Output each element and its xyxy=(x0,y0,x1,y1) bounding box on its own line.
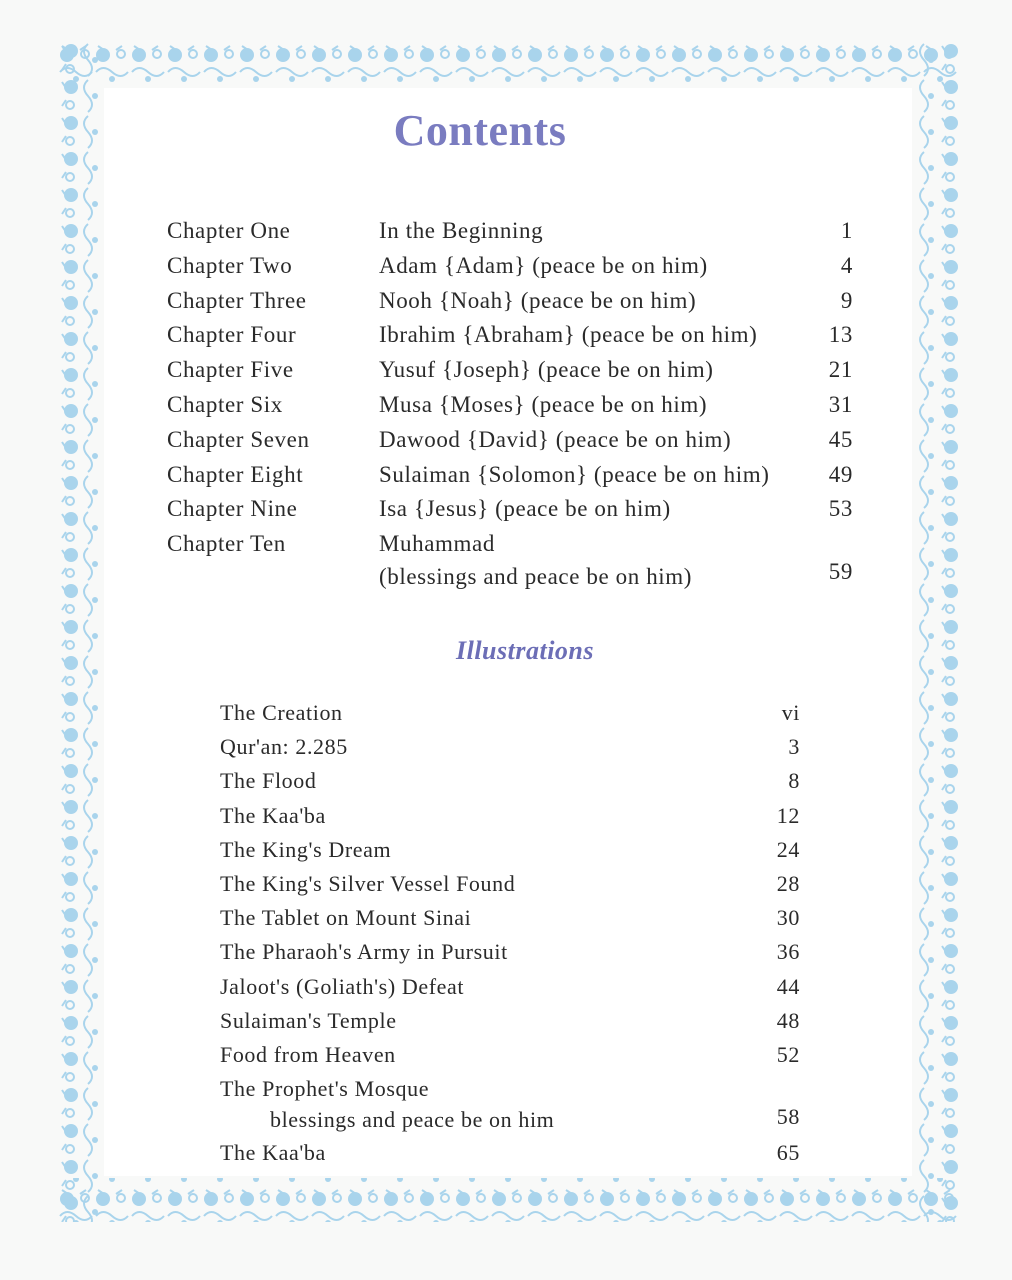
chapter-label: Chapter Seven xyxy=(167,426,310,452)
chapter-page-number: 59 xyxy=(828,559,853,585)
illustration-page-number: 36 xyxy=(776,939,800,965)
illustration-page-number: 48 xyxy=(776,1007,800,1033)
illustration-label xyxy=(220,1004,397,1038)
chapter-row xyxy=(167,353,857,388)
illustration-page-number: 24 xyxy=(776,836,800,862)
chapter-title xyxy=(379,388,707,423)
illustration-page-number: 28 xyxy=(776,870,800,896)
illustration-page-number: 12 xyxy=(776,802,800,828)
illustration-page-number: 44 xyxy=(776,973,800,999)
illustration-label-line: The Pharaoh's Army in Pursuit xyxy=(220,939,508,965)
illustration-label-line: The Kaa'ba xyxy=(220,802,326,828)
illustration-label xyxy=(220,1072,554,1134)
illustration-page-number: 8 xyxy=(788,768,800,794)
chapter-page-number: 53 xyxy=(828,496,853,522)
illustration-row xyxy=(220,935,800,969)
chapter-label: Chapter Two xyxy=(167,252,293,278)
chapter-title-line: Dawood {David} (peace be on him) xyxy=(379,426,732,452)
chapter-row xyxy=(167,423,857,458)
chapter-title xyxy=(379,492,671,527)
illustration-label-line: Qur'an: 2.285 xyxy=(220,734,348,760)
chapter-row xyxy=(167,249,857,284)
chapter-row xyxy=(167,388,857,423)
chapter-title-line: Musa {Moses} (peace be on him) xyxy=(379,391,708,417)
chapter-page-number: 49 xyxy=(828,461,853,487)
chapter-label: Chapter Six xyxy=(167,391,283,417)
illustration-label-line: The Prophet's Mosque xyxy=(220,1076,430,1102)
chapter-label: Chapter Four xyxy=(167,322,297,348)
illustration-label xyxy=(220,764,316,798)
chapter-title-line: Nooh {Noah} (peace be on him) xyxy=(379,287,697,313)
illustration-label xyxy=(220,696,343,730)
chapter-page-number: 13 xyxy=(828,322,853,348)
illustration-label xyxy=(220,935,508,969)
chapter-row xyxy=(167,492,857,527)
illustration-row xyxy=(220,1136,800,1170)
chapter-row xyxy=(167,284,857,319)
illustration-label-line: Sulaiman's Temple xyxy=(220,1007,397,1033)
chapter-page-number: 4 xyxy=(840,252,853,278)
chapter-title-line: Ibrahim {Abraham} (peace be on him) xyxy=(379,322,758,348)
illustration-page-number: vi xyxy=(781,700,800,725)
illustrations-heading: Illustrations xyxy=(455,636,594,665)
illustration-page-number: 65 xyxy=(776,1140,800,1166)
chapter-title-line: Muhammad xyxy=(379,531,495,557)
chapter-page-number: 9 xyxy=(840,287,853,313)
chapter-title xyxy=(379,458,770,493)
chapter-row xyxy=(167,318,857,353)
chapter-title xyxy=(379,353,713,388)
chapter-title-line: (blessings and peace be on him) xyxy=(379,563,693,589)
chapter-title xyxy=(379,214,543,249)
illustration-row xyxy=(220,730,800,764)
illustration-page-number: 3 xyxy=(788,734,800,760)
illustration-row xyxy=(220,1004,800,1038)
chapter-title-line: Sulaiman {Solomon} (peace be on him) xyxy=(379,461,770,487)
chapter-label: Chapter Nine xyxy=(167,496,298,522)
illustration-row xyxy=(220,1038,800,1072)
chapter-page-number: 1 xyxy=(840,218,853,243)
chapter-page-number: 45 xyxy=(828,426,853,452)
illustration-page-number: 52 xyxy=(776,1041,800,1067)
chapter-row xyxy=(167,458,857,493)
illustration-label-line: The Creation xyxy=(220,700,343,725)
illustration-row xyxy=(220,799,800,833)
chapter-label: Chapter Eight xyxy=(167,461,304,487)
illustration-label-line: The Tablet on Mount Sinai xyxy=(220,905,472,931)
illustration-label-line: Jaloot's (Goliath's) Defeat xyxy=(220,973,465,999)
chapter-title xyxy=(379,423,731,458)
illustration-label-line: The King's Dream xyxy=(220,836,392,862)
chapter-title xyxy=(379,249,708,284)
chapter-row xyxy=(167,527,857,591)
chapter-label: Chapter One xyxy=(167,218,291,243)
chapter-list xyxy=(167,214,857,591)
illustration-label xyxy=(220,1038,396,1072)
illustration-row xyxy=(220,696,800,730)
chapter-title xyxy=(379,318,757,353)
chapter-page-number: 31 xyxy=(828,391,853,417)
chapter-label: Chapter Three xyxy=(167,287,307,313)
chapter-title xyxy=(379,527,692,592)
illustration-row xyxy=(220,901,800,935)
page-title: Contents xyxy=(393,106,567,155)
illustration-label xyxy=(220,1136,326,1170)
illustration-label xyxy=(220,970,464,1004)
illustration-list xyxy=(220,696,800,1170)
chapter-row xyxy=(167,214,857,249)
chapter-title-line: Isa {Jesus} (peace be on him) xyxy=(379,496,671,522)
chapter-title-line: In the Beginning xyxy=(379,218,544,243)
chapter-label: Chapter Ten xyxy=(167,531,286,557)
chapter-label: Chapter Five xyxy=(167,357,294,383)
illustration-label xyxy=(220,833,391,867)
illustration-row xyxy=(220,867,800,901)
illustration-label-line: blessings and peace be on him xyxy=(270,1107,555,1133)
illustration-page-number: 30 xyxy=(776,905,800,931)
illustration-label-line: Food from Heaven xyxy=(220,1041,396,1067)
illustration-page-number: 58 xyxy=(776,1104,800,1130)
chapter-title-line: Yusuf {Joseph} (peace be on him) xyxy=(379,357,714,383)
illustration-label xyxy=(220,730,348,764)
illustration-row xyxy=(220,833,800,867)
chapter-page-number: 21 xyxy=(828,357,853,383)
illustration-label xyxy=(220,867,515,901)
illustration-label-line: The King's Silver Vessel Found xyxy=(220,870,516,896)
chapter-title-line: Adam {Adam} (peace be on him) xyxy=(379,252,708,278)
illustration-row xyxy=(220,1072,800,1136)
illustration-label xyxy=(220,901,471,935)
illustration-label-line: The Flood xyxy=(220,768,317,794)
illustration-label xyxy=(220,799,326,833)
illustration-row xyxy=(220,764,800,798)
chapter-title xyxy=(379,284,696,319)
illustration-row xyxy=(220,970,800,1004)
illustration-label-line: The Kaa'ba xyxy=(220,1140,326,1166)
